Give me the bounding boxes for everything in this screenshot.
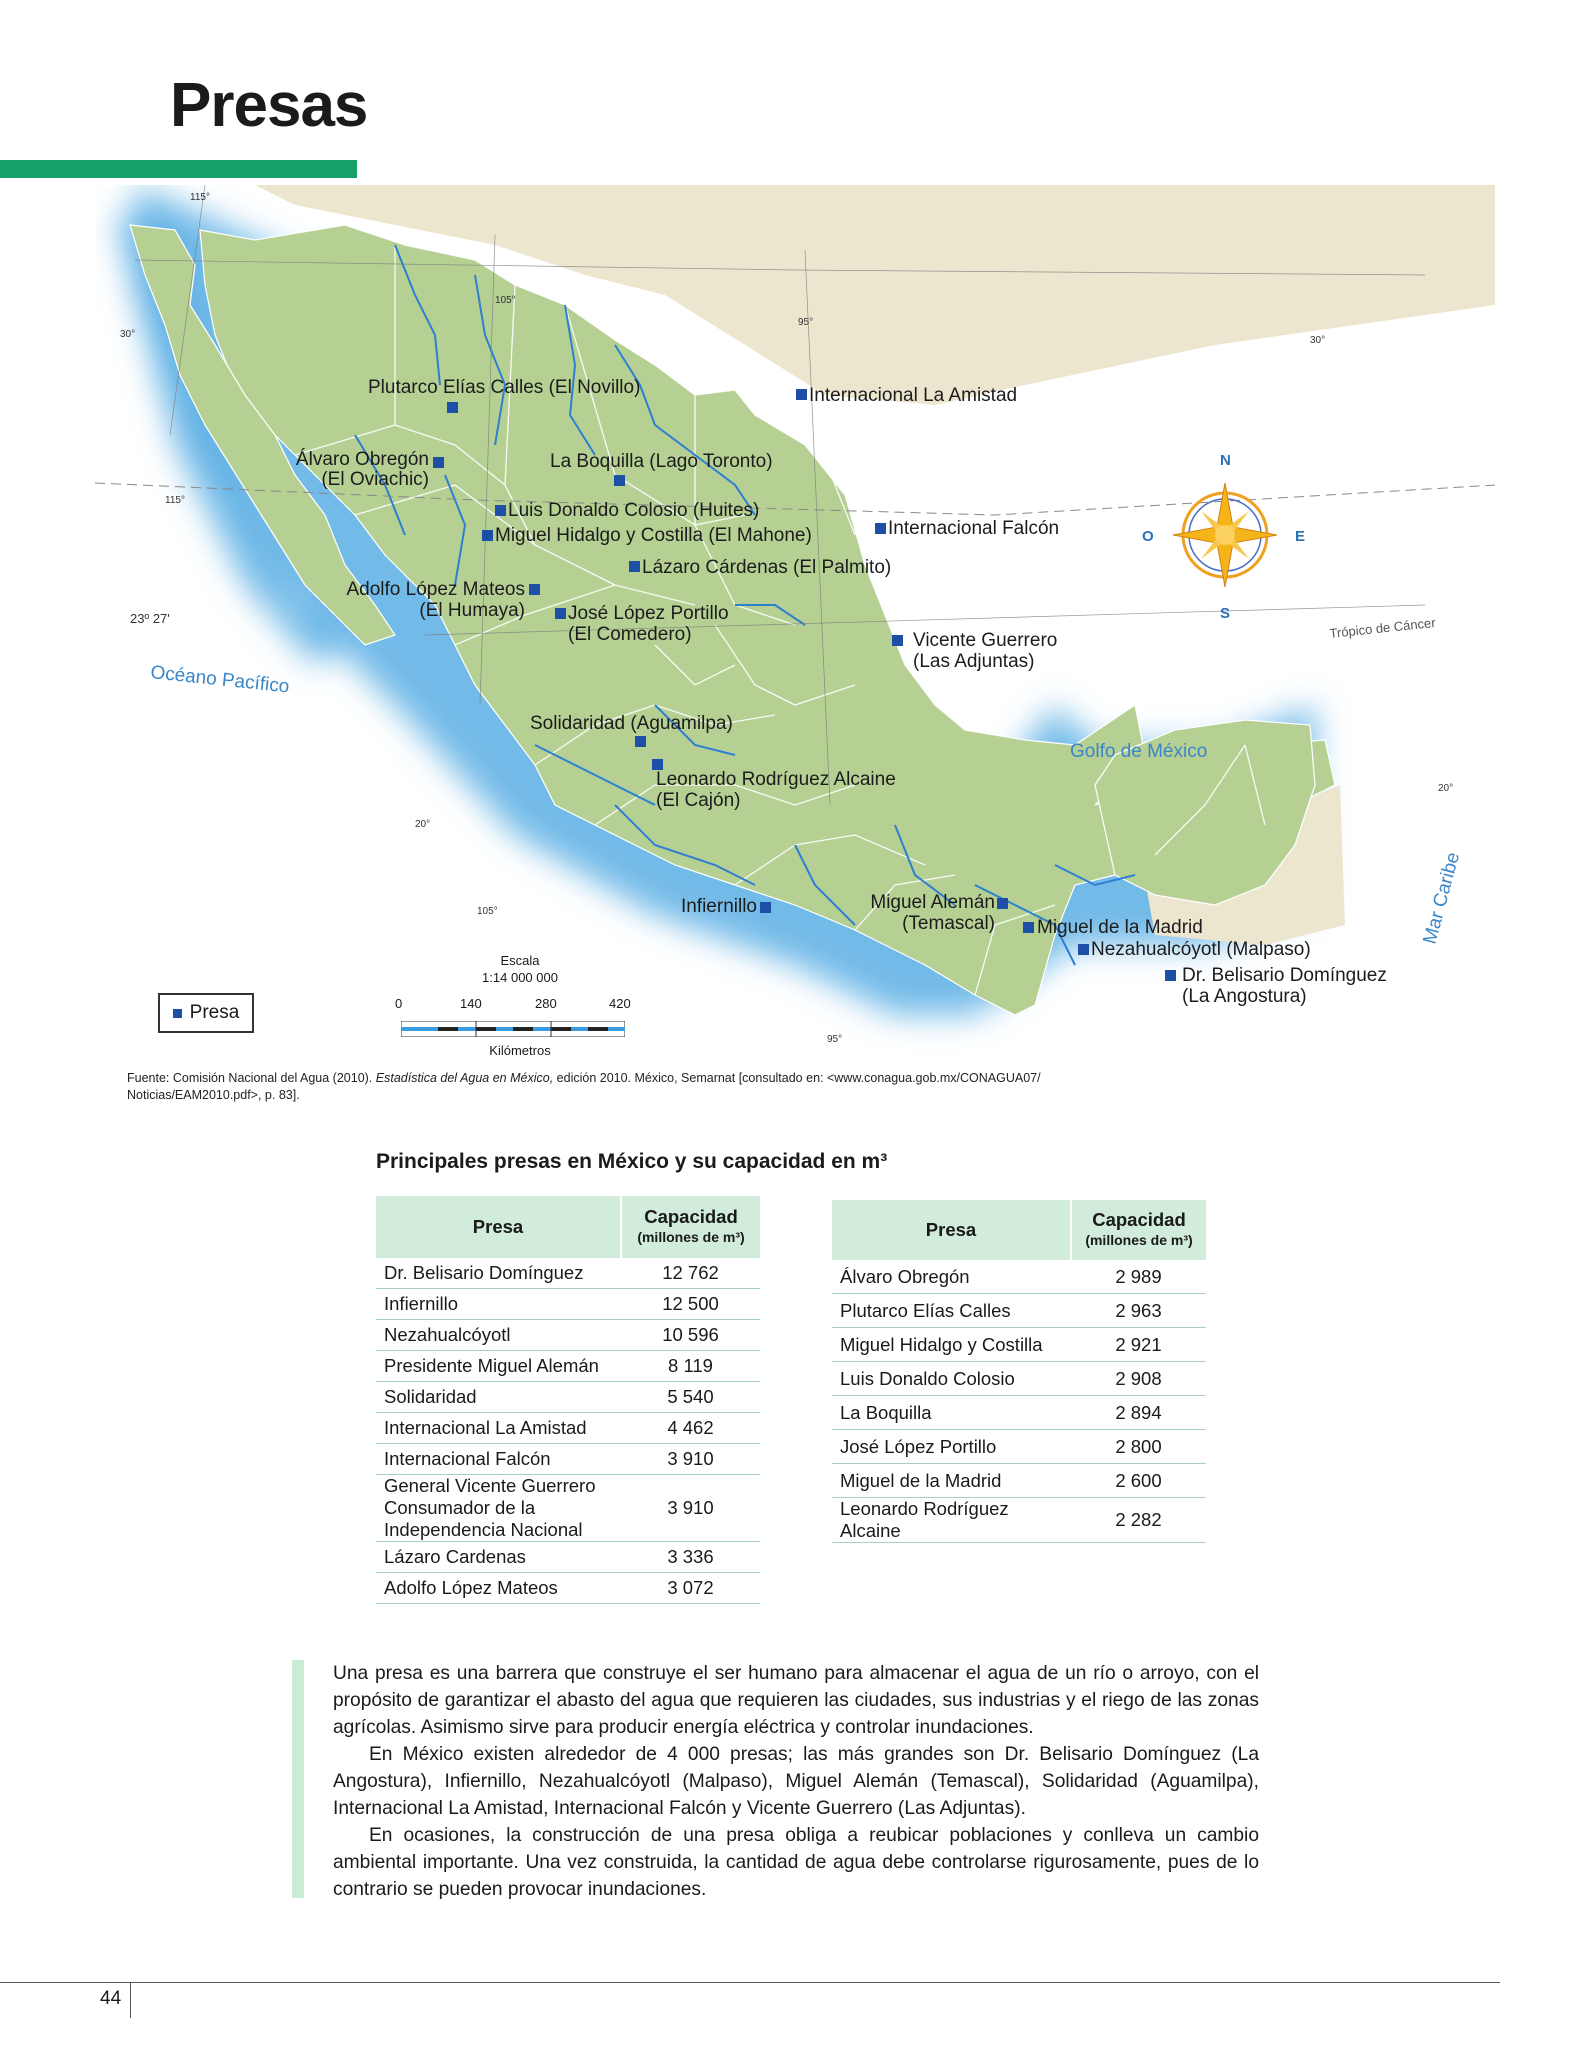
dam-label-alvaro-obregon: Álvaro Obregón (295, 449, 429, 470)
source-line2: Noticias/EAM2010.pdf>, p. 83]. (127, 1088, 300, 1102)
table-caption: Principales presas en México y su capacidad en m³ (376, 1150, 888, 1173)
compass-rose (1142, 452, 1305, 622)
dam-marker (1023, 922, 1034, 933)
lon-95-bottom-label: 95° (827, 1034, 843, 1045)
scale-tick-0: 0 (395, 996, 403, 1011)
dam-marker (555, 608, 566, 619)
dam-marker (529, 584, 540, 595)
lon-115-top-label: 115° (190, 192, 210, 203)
dam-capacity-cell: 2 908 (1071, 1362, 1206, 1396)
title-accent-bar (0, 160, 357, 178)
dam-label-la-angostura: (La Angostura) (1182, 986, 1307, 1007)
dam-name-cell: Internacional La Amistad (376, 1413, 621, 1444)
dam-name-cell: Miguel Hidalgo y Costilla (832, 1328, 1071, 1362)
lat-23-27-label: 23º 27' (130, 611, 170, 626)
dam-label-infiernillo: Infiernillo (680, 896, 757, 917)
dam-label-adolfo-lopez-mateos: Adolfo López Mateos (346, 579, 525, 600)
dam-label-belisario-dominguez: Dr. Belisario Domínguez (1182, 965, 1387, 986)
dam-marker (629, 561, 640, 572)
capacidad-label: Capacidad (1092, 1209, 1186, 1230)
table-row (832, 1362, 1206, 1396)
table-row (832, 1430, 1206, 1464)
dam-marker-icon (173, 1009, 182, 1018)
dam-label-temascal: (Temascal) (902, 913, 995, 934)
table-row (376, 1542, 760, 1573)
dam-label-jose-lopez-portillo: José López Portillo (568, 603, 729, 624)
dam-label-miguel-aleman: Miguel Alemán (870, 892, 995, 913)
dam-label-el-novillo: Plutarco Elías Calles (El Novillo) (368, 377, 641, 398)
dam-capacity-cell: 2 963 (1071, 1294, 1206, 1328)
dam-name-cell: La Boquilla (832, 1396, 1071, 1430)
dam-label-vicente-guerrero: Vicente Guerrero (913, 630, 1058, 651)
compass-east: E (1295, 528, 1306, 545)
footer-rule (0, 1982, 1500, 1983)
compass-center (1215, 525, 1235, 545)
dam-capacity-cell: 12 762 (621, 1258, 760, 1289)
dam-capacity-cell: 4 462 (621, 1413, 760, 1444)
lat-20-right-label: 20° (1438, 783, 1454, 794)
dam-marker (1078, 944, 1089, 955)
dam-label-el-comedero: (El Comedero) (568, 624, 692, 645)
map-legend (158, 993, 254, 1033)
table-row (376, 1444, 760, 1475)
table-row (376, 1573, 760, 1604)
dam-marker (997, 898, 1008, 909)
dam-marker (495, 505, 506, 516)
dam-name-cell: Solidaridad (376, 1382, 621, 1413)
dam-capacity-cell: 3 910 (621, 1444, 760, 1475)
caribbean-sea-label: Mar Caribe (1419, 850, 1465, 947)
dam-capacity-cell: 8 119 (621, 1351, 760, 1382)
map-source-note (127, 1070, 1157, 1104)
table-row (376, 1382, 760, 1413)
dam-label-las-adjuntas: (Las Adjuntas) (913, 651, 1035, 672)
scale-tick-420: 420 (609, 996, 631, 1011)
scale-tick-280: 280 (535, 996, 557, 1011)
dam-name-cell: Lázaro Cardenas (376, 1542, 621, 1573)
page-number-divider (130, 1982, 131, 2018)
dam-name-cell: Presidente Miguel Alemán (376, 1351, 621, 1382)
column-header-presa: Presa (376, 1196, 621, 1258)
dam-capacity-cell: 3 072 (621, 1573, 760, 1604)
dam-marker (1165, 970, 1176, 981)
dam-capacity-cell: 2 800 (1071, 1430, 1206, 1464)
gulf-of-mexico-label: Golfo de México (1070, 741, 1208, 762)
compass-south: S (1220, 605, 1231, 622)
table-row (832, 1294, 1206, 1328)
lat-30-right-label: 30° (1310, 335, 1326, 346)
lat-30-left-label: 30° (120, 329, 136, 340)
table-row (376, 1320, 760, 1351)
mexico-dams-map (95, 185, 1495, 1090)
dam-capacity-cell: 2 282 (1071, 1498, 1206, 1543)
page-number: 44 (100, 1988, 122, 2009)
tropic-of-cancer-label: Trópico de Cáncer (1328, 614, 1437, 641)
dam-capacity-cell: 2 600 (1071, 1464, 1206, 1498)
dam-capacity-cell: 5 540 (621, 1382, 760, 1413)
dam-label-el-humaya: (El Humaya) (419, 600, 525, 621)
page-title: Presas (170, 71, 368, 140)
lon-105-bottom-label: 105° (477, 906, 498, 917)
source-italic-title: Estadística del Agua en México, (375, 1071, 554, 1085)
dam-label-miguel-de-la-madrid: Miguel de la Madrid (1037, 917, 1203, 938)
dam-label-leonardo-rodriguez-alcaine: Leonardo Rodríguez Alcaine (656, 769, 896, 790)
compass-north: N (1220, 452, 1231, 469)
dam-label-falcon: Internacional Falcón (888, 518, 1060, 539)
paragraph-3: En ocasiones, la construcción de una presa obliga a reubicar poblaciones y conlleva un cambio ambiental importante. Una vez construida, la cantidad de agua debe controlarse rigurosamente, pues de lo contrario se pueden provocar inundaciones. (333, 1825, 1259, 1900)
table-row (832, 1260, 1206, 1294)
capacidad-unit: (millones de m³) (1085, 1232, 1193, 1248)
dam-capacity-cell: 12 500 (621, 1289, 760, 1320)
legend-label: Presa (189, 1002, 240, 1023)
dam-capacity-cell: 10 596 (621, 1320, 760, 1351)
dam-label-el-mahone: Miguel Hidalgo y Costilla (El Mahone) (495, 525, 812, 546)
capacidad-unit: (millones de m³) (637, 1229, 745, 1245)
body-text (333, 1660, 1259, 1903)
dam-label-el-cajon: (El Cajón) (656, 790, 741, 811)
dam-capacity-cell: 3 910 (621, 1475, 760, 1542)
dam-marker (892, 635, 903, 646)
dam-marker (614, 475, 625, 486)
dam-label-la-amistad: Internacional La Amistad (809, 385, 1018, 406)
dam-name-cell: Luis Donaldo Colosio (832, 1362, 1071, 1396)
dam-marker (433, 457, 444, 468)
dam-label-aguamilpa: Solidaridad (Aguamilpa) (530, 713, 733, 734)
dam-name-cell: Nezahualcóyotl (376, 1320, 621, 1351)
lat-20-left-label: 20° (415, 819, 431, 830)
table-row (376, 1413, 760, 1444)
text-accent-bar (292, 1660, 304, 1898)
dam-name-cell: General Vicente Guerrero Consumador de la Independencia Nacional (376, 1475, 621, 1542)
scale-unit: Kilómetros (489, 1043, 551, 1058)
pacific-ocean-label: Océano Pacífico (149, 662, 291, 698)
dam-label-huites: Luis Donaldo Colosio (Huites) (508, 500, 760, 521)
paragraph-2: En México existen alrededor de 4 000 presas; las más grandes son Dr. Belisario Domínguez (La Angostura), Infiernillo, Nezahualcóyotl (Malpaso), Miguel Alemán (Temascal), Solidaridad (Aguamilpa), Internacional La Amistad, Internacional Falcón y Vicente Guerrero (Las Adjuntas). (333, 1744, 1259, 1819)
dam-name-cell: Adolfo López Mateos (376, 1573, 621, 1604)
dam-label-el-oviachic: (El Oviachic) (321, 469, 429, 490)
scale-ratio: 1:14 000 000 (482, 970, 558, 985)
scale-ticks (395, 996, 645, 1014)
dam-marker (447, 402, 458, 413)
column-header-capacidad (1071, 1200, 1206, 1260)
dam-name-cell: Internacional Falcón (376, 1444, 621, 1475)
table-row (376, 1289, 760, 1320)
map-scale (395, 953, 645, 1063)
scale-tick-140: 140 (460, 996, 482, 1011)
lon-105-top-label: 105° (495, 295, 516, 306)
source-suffix: edición 2010. México, Semarnat [consultado en: <www.conagua.gob.mx/CONAGUA07/ (553, 1071, 1041, 1085)
table-row (376, 1475, 760, 1542)
dam-name-cell: Infiernillo (376, 1289, 621, 1320)
dam-name-cell: Álvaro Obregón (832, 1260, 1071, 1294)
column-header-capacidad (621, 1196, 760, 1258)
lon-95-top-label: 95° (798, 317, 814, 328)
dam-name-cell: Miguel de la Madrid (832, 1464, 1071, 1498)
dam-marker (796, 389, 807, 400)
dam-name-cell: Leonardo Rodríguez Alcaine (832, 1498, 1071, 1543)
scale-bar (401, 1021, 625, 1037)
dam-marker (875, 523, 886, 534)
source-prefix: Fuente: Comisión Nacional del Agua (2010). (127, 1071, 376, 1085)
table-row (832, 1464, 1206, 1498)
dams-table-2 (832, 1200, 1206, 1543)
table-row (376, 1351, 760, 1382)
lon-115-left-label: 115° (165, 495, 185, 506)
dam-marker (635, 736, 646, 747)
dam-label-la-boquilla: La Boquilla (Lago Toronto) (550, 451, 773, 472)
scale-title: Escala (500, 953, 540, 968)
dam-name-cell: José López Portillo (832, 1430, 1071, 1464)
dam-capacity-cell: 2 921 (1071, 1328, 1206, 1362)
dam-name-cell: Dr. Belisario Domínguez (376, 1258, 621, 1289)
dam-label-malpaso: Nezahualcóyotl (Malpaso) (1091, 939, 1311, 960)
capacidad-label: Capacidad (644, 1206, 738, 1227)
dams-table-1 (376, 1196, 760, 1604)
table-row (832, 1328, 1206, 1362)
dam-capacity-cell: 2 989 (1071, 1260, 1206, 1294)
compass-west: O (1142, 528, 1154, 545)
paragraph-1: Una presa es una barrera que construye el ser humano para almacenar el agua de un río o arroyo, con el propósito de garantizar el abasto del agua que requieren las ciudades, sus industrias y el riego de las zonas agrícolas. Asimismo sirve para producir energía eléctrica y controlar inundaciones. (333, 1663, 1259, 1738)
column-header-presa: Presa (832, 1200, 1071, 1260)
dam-label-el-palmito: Lázaro Cárdenas (El Palmito) (642, 557, 892, 578)
dam-marker (482, 530, 493, 541)
table-row (376, 1258, 760, 1289)
dam-name-cell: Plutarco Elías Calles (832, 1294, 1071, 1328)
dam-marker (760, 902, 771, 913)
dam-capacity-cell: 3 336 (621, 1542, 760, 1573)
table-row (832, 1498, 1206, 1543)
dam-capacity-cell: 2 894 (1071, 1396, 1206, 1430)
table-row (832, 1396, 1206, 1430)
